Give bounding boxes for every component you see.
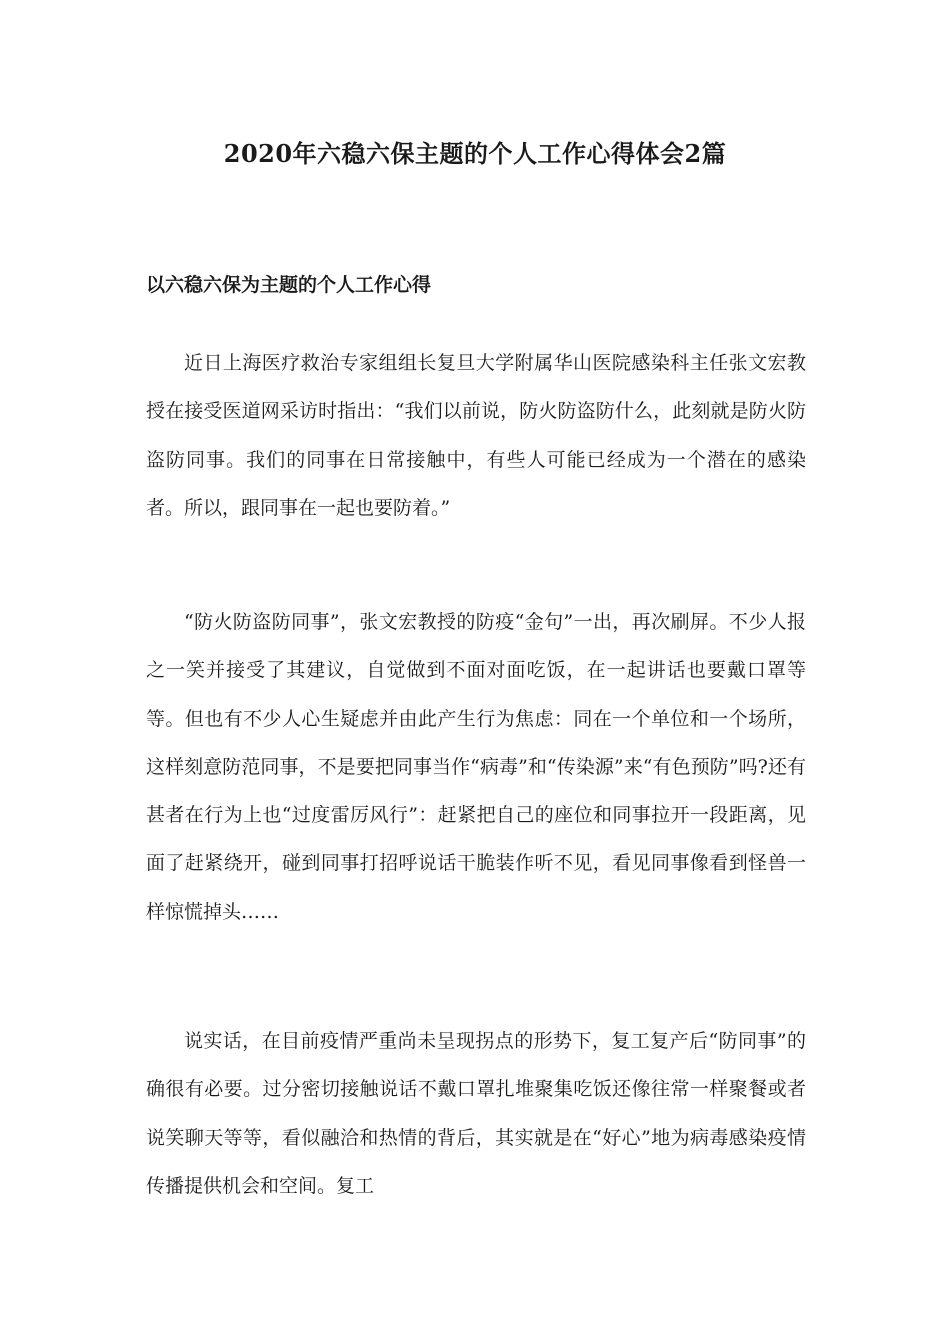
document-title: 2020年六稳六保主题的个人工作心得体会2篇	[223, 139, 727, 168]
section-heading: 以六稳六保为主题的个人工作心得	[146, 274, 432, 296]
body-paragraph: 说实话，在目前疫情严重尚未呈现拐点的形势下，复工复产后“防同事”的确很有必要。过分密切接触说话不戴口罩扎堆聚集吃饭还像往常一样聚餐或者说笑聊天等等，看似融洽和热情的背后，其实就是在“好心”地为病毒感染疫情传播提供机会和空间。复工	[146, 1030, 806, 1197]
body-paragraph: “防火防盗防同事”，张文宏教授的防疫“金句”一出，再次刷屏。不少人报之一笑并接受了其建议，自觉做到不面对面吃饭，在一起讲话也要戴口罩等等。但也有不少人心生疑虑并由此产生行为焦虑：同在一个单位和一个场所，这样刻意防范同事，不是要把同事当作“病毒”和“传染源”来“有色预防”吗?还有甚者在行为上也“过度雷厉风行”：赶紧把自己的座位和同事拉开一段距离，见面了赶紧绕开，碰到同事打招呼说话干脆装作听不见，看见同事像看到怪兽一样惊慌掉头……	[146, 611, 806, 923]
body-paragraph: 近日上海医疗救治专家组组长复旦大学附属华山医院感染科主任张文宏教授在接受医道网采访时指出：“我们以前说，防火防盗防什么，此刻就是防火防盗防同事。我们的同事在日常接触中，有些人可能已经成为一个潜在的感染者。所以，跟同事在一起也要防着。”	[146, 352, 806, 519]
